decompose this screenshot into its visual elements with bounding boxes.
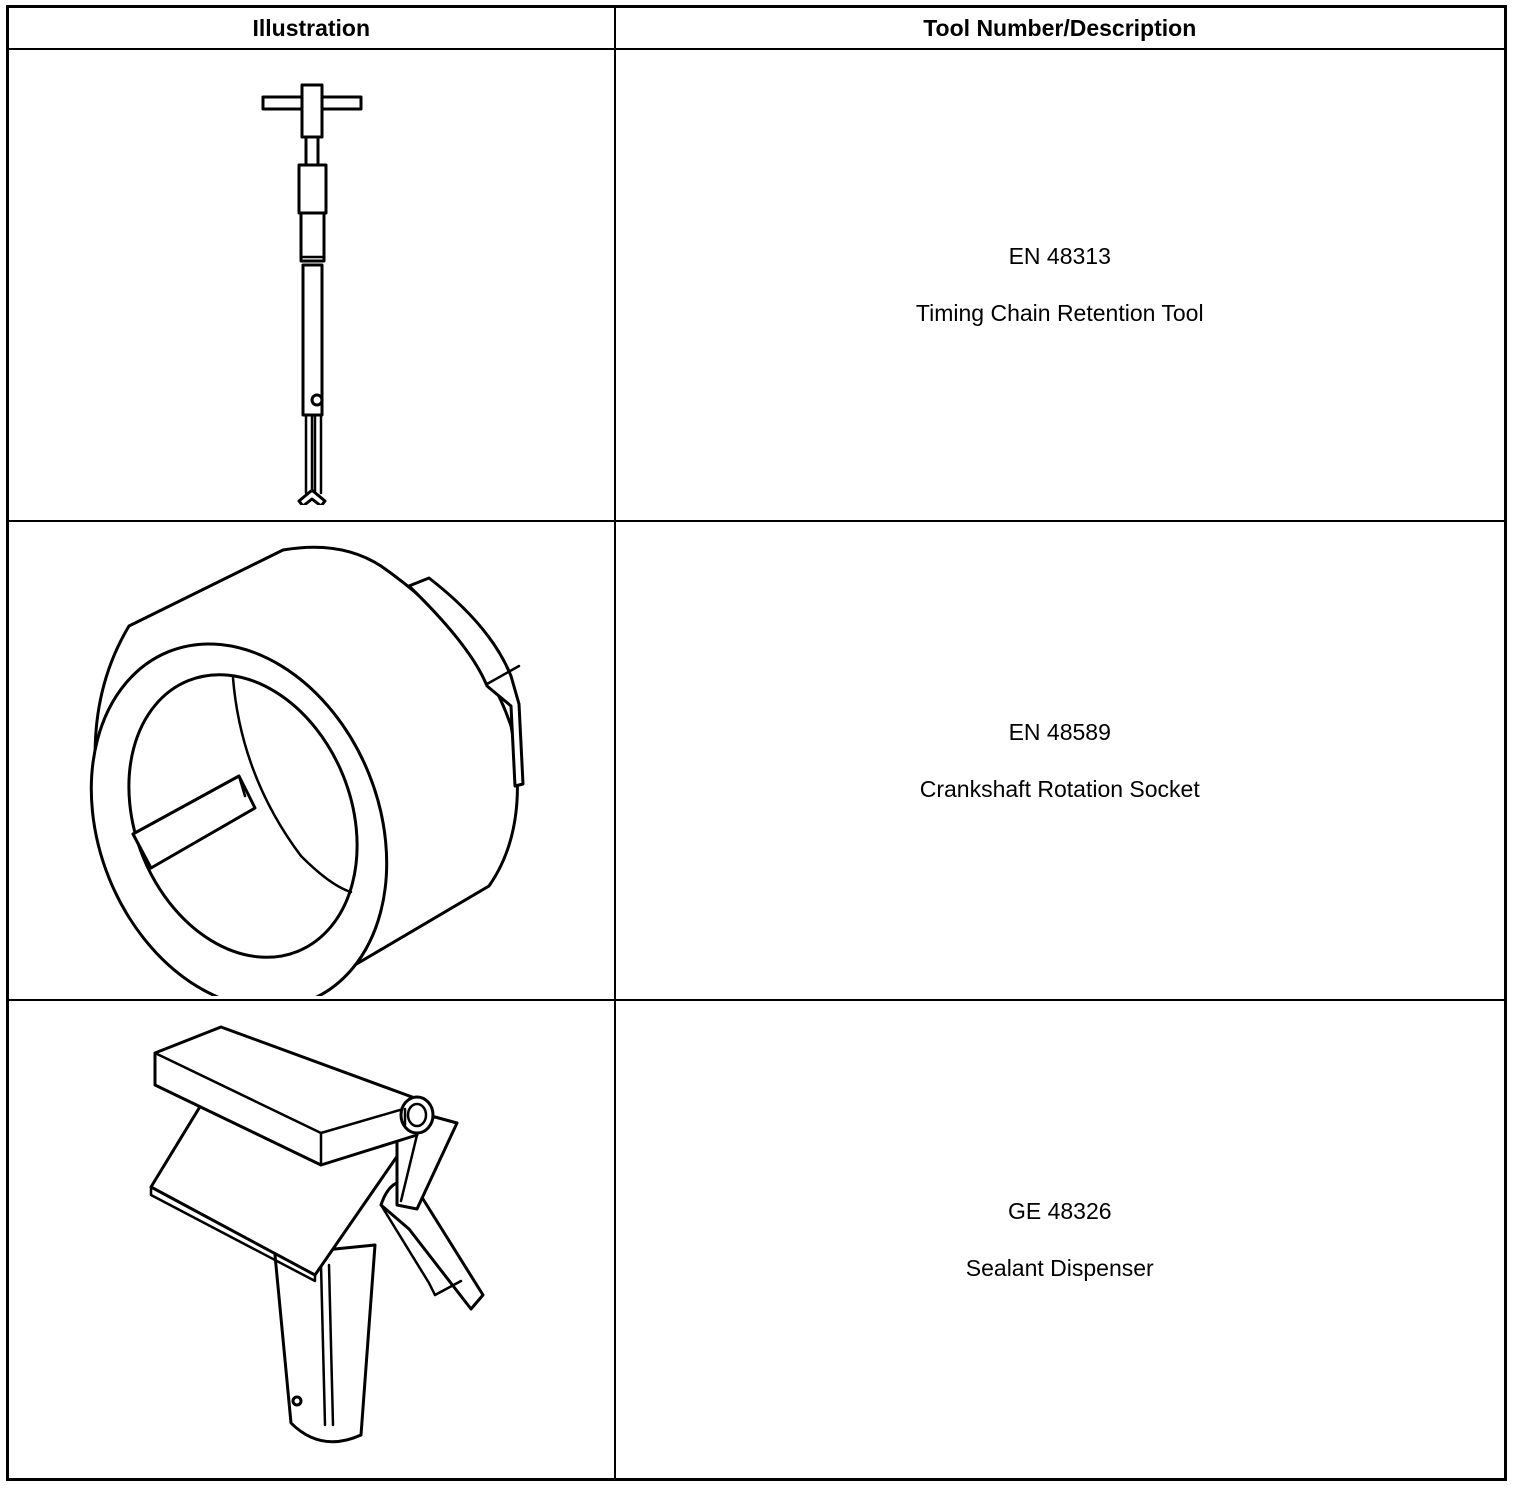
table-row bbox=[8, 1000, 1506, 1479]
tool-description-cell bbox=[615, 521, 1506, 1000]
tool-number: EN 48313 bbox=[1008, 243, 1111, 270]
tool-description-cell bbox=[615, 49, 1506, 521]
tool-number: EN 48589 bbox=[1008, 718, 1111, 745]
illustration-cell bbox=[8, 521, 615, 1000]
tool-description: Timing Chain Retention Tool bbox=[915, 300, 1204, 327]
tool-description: Sealant Dispenser bbox=[965, 1254, 1154, 1281]
table-row bbox=[8, 49, 1506, 521]
tools-table bbox=[6, 5, 1507, 1481]
sealant-dispenser-icon bbox=[31, 1005, 591, 1475]
tool-description-cell bbox=[615, 1000, 1506, 1479]
table-row bbox=[8, 521, 1506, 1000]
crankshaft-rotation-socket-icon bbox=[11, 526, 611, 996]
timing-chain-retention-tool-icon bbox=[211, 65, 411, 505]
tool-number: GE 48326 bbox=[1007, 1197, 1112, 1224]
header-tool-description: Tool Number/Description bbox=[615, 7, 1506, 50]
header-row bbox=[8, 7, 1506, 50]
illustration-cell bbox=[8, 1000, 615, 1479]
tool-description: Crankshaft Rotation Socket bbox=[919, 775, 1200, 802]
header-illustration: Illustration bbox=[8, 7, 615, 50]
illustration-cell bbox=[8, 49, 615, 521]
